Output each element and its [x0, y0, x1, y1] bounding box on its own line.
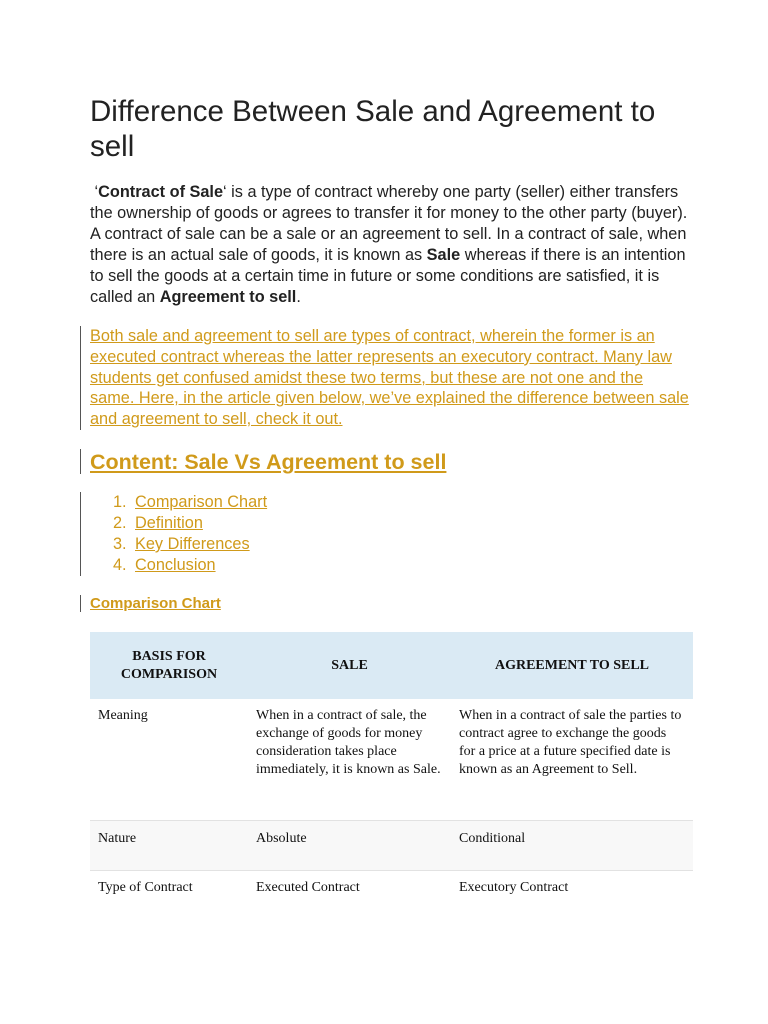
toc-number: 1.	[113, 493, 127, 511]
toc-number: 3.	[113, 535, 127, 553]
table-cell: Meaning	[90, 699, 248, 820]
page-title: Difference Between Sale and Agreement to sell	[90, 95, 656, 163]
toc-item-definition[interactable]	[113, 513, 267, 534]
intro-text-2: whereas if there is an intention to sell the goods at a certain time in future or some conditions are satisfied, it is called an	[90, 246, 686, 306]
toc-item-comparison-chart[interactable]	[113, 492, 267, 513]
toc-number: 2.	[113, 514, 127, 532]
term-contract-of-sale: Contract of Sale	[98, 183, 224, 201]
content-title-bar	[80, 449, 81, 474]
table-cell: When in a contract of sale the parties to contract agree to exchange the goods for a price at a future specified date is known as an Agreement to Sell.	[451, 699, 693, 820]
content-title[interactable]: Content: Sale Vs Agreement to sell	[90, 450, 447, 474]
table-cell: Executed Contract	[256, 879, 360, 895]
chart-title-bar	[80, 595, 81, 612]
open-quote: ‘	[94, 183, 99, 201]
intro-text-1: ‘ is a type of contract whereby one party (seller) either transfers the ownership of goods or agrees to transfer it for money to the other party (buyer). A contract of sale can be a sale or an agreement to sell. In a contract of sale, when there is an actual sale of goods, it is known as	[90, 183, 688, 264]
lead-paragraph[interactable]: Both sale and agreement to sell are types of contract, wherein the former is an executed contract whereas the latter represents an executory contract. Many law students get confused amidst these two terms, but these are not one and the same. Here, in the article given below, we’ve explained the difference between sale and agreement to sell, check it out.	[90, 327, 689, 429]
header-basis: BASIS FOR COMPARISON	[90, 632, 248, 699]
toc-number: 4.	[113, 556, 127, 574]
term-sale: Sale	[426, 246, 461, 264]
toc-label: Definition	[135, 514, 203, 532]
comparison-chart-heading[interactable]: Comparison Chart	[90, 595, 221, 612]
header-sale: SALE	[248, 632, 451, 699]
header-agreement: AGREEMENT TO SELL	[451, 632, 693, 699]
table-row	[90, 820, 693, 870]
toc-label: Key Differences	[135, 535, 250, 553]
toc-bar	[80, 492, 81, 576]
intro-end: .	[296, 288, 301, 306]
table-cell: Conditional	[451, 820, 693, 870]
table-of-contents	[113, 492, 267, 576]
table-row	[90, 870, 693, 910]
toc-label: Comparison Chart	[135, 493, 268, 511]
table-header-row	[90, 632, 693, 699]
comparison-table	[90, 632, 693, 910]
toc-item-key-differences[interactable]	[113, 534, 267, 555]
toc-item-conclusion[interactable]	[113, 555, 267, 576]
table-cell: Type of Contract	[98, 879, 193, 895]
intro-paragraph	[90, 182, 690, 308]
toc-label: Conclusion	[135, 556, 216, 574]
table-cell: Absolute	[248, 820, 451, 870]
term-agreement-to-sell: Agreement to sell	[159, 288, 297, 306]
table-cell: Nature	[90, 820, 248, 870]
lead-quote-bar	[80, 326, 81, 430]
table-cell: When in a contract of sale, the exchange of goods for money consideration takes place immediately, it is known as Sale.	[248, 699, 451, 820]
table-cell: Executory Contract	[459, 879, 569, 895]
table-row	[90, 699, 693, 820]
